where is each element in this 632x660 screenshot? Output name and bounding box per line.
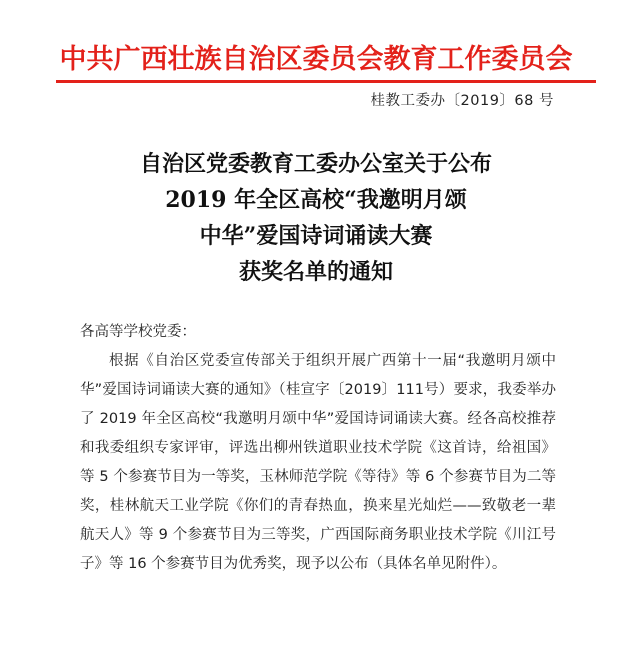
body-paragraph: 根据《自治区党委宣传部关于组织开展广西第十一届“我邀明月颂中华”爱国诗词诵读大赛的通知》（桂宣字〔2019〕111号）要求，我委举办了 2019 年全区高校“我邀明月颂中华”爱国诗词诵读大赛。经各高校推荐和我委组织专家评审，评选出柳州铁道职业技术学院《这首诗，给祖国》等 5 个参赛节目为一等奖，玉林师范学院《等待》等 6 个参赛节目为二等奖，桂林航天工业学院《你们的青春热血，换来星光灿烂——致敬老一辈航天人》等 9 个参赛节目为三等奖，广西国际商务职业技术学院《川江号子》等 16 个参赛节目为优秀奖，现予以公布（具体名单见附件）。	[80, 353, 556, 572]
title-line-2: 2019 年全区高校“我邀明月颂	[165, 187, 467, 213]
document-number: 桂教工委办〔2019〕68 号	[370, 93, 554, 109]
document-body	[80, 318, 556, 579]
issuer-masthead: 中共广西壮族自治区委员会教育工作委员会	[59, 44, 573, 75]
document-title	[0, 146, 632, 290]
title-line-1: 自治区党委教育工委办公室关于公布	[139, 151, 492, 177]
red-header-rule	[56, 80, 596, 83]
salutation: 各高等学校党委：	[80, 324, 196, 340]
title-line-3: 中华”爱国诗词诵读大赛	[199, 223, 433, 249]
title-line-4: 获奖名单的通知	[238, 259, 393, 285]
